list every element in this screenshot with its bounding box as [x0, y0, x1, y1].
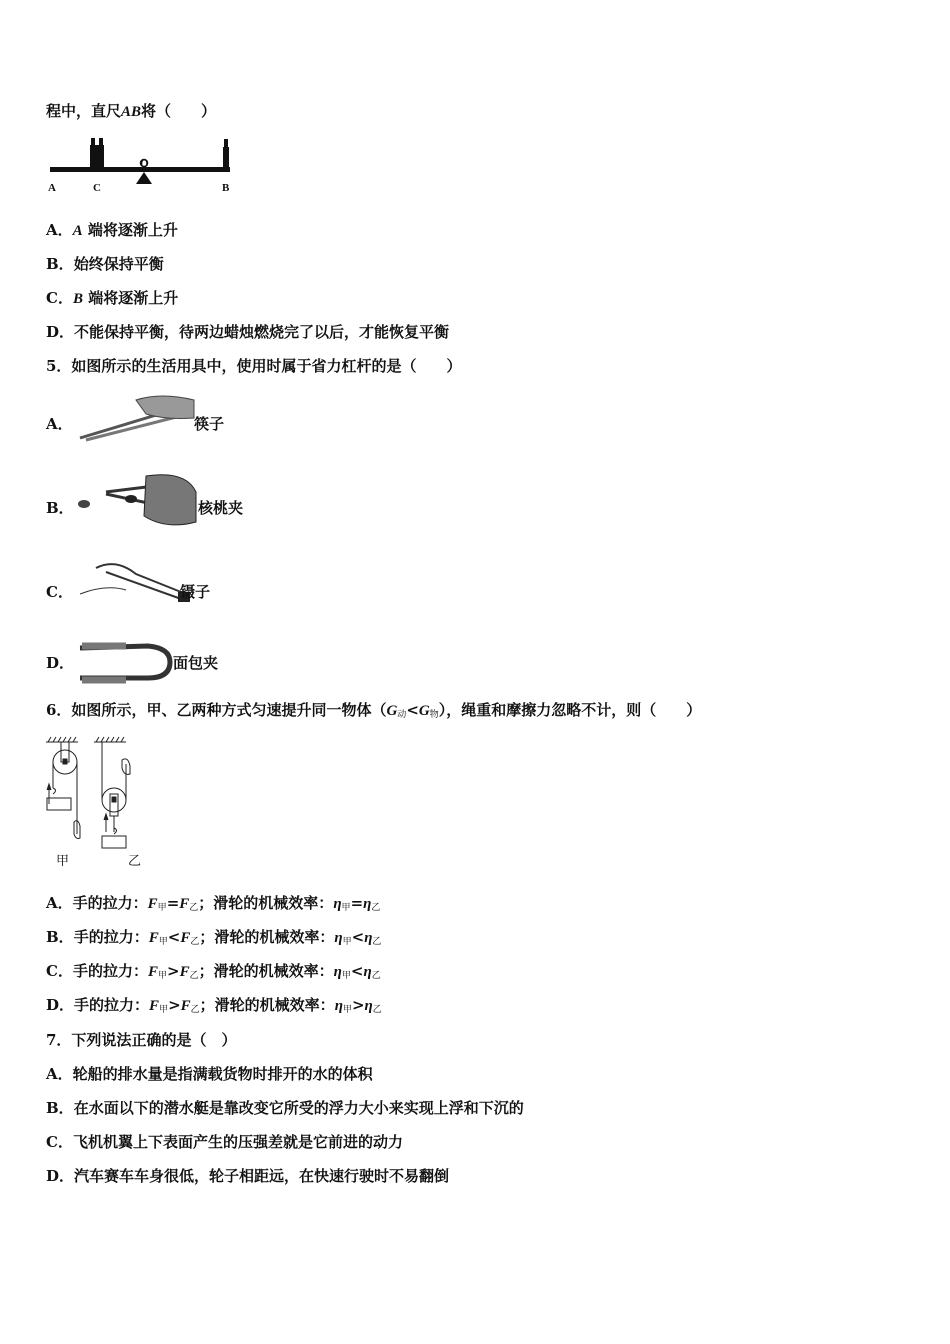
eff-label: ；滑轮的机械效率：	[199, 928, 335, 946]
relation: <	[350, 962, 364, 980]
option-letter: A．	[46, 221, 73, 239]
sub: 乙	[371, 903, 381, 913]
q4-option-c[interactable]	[46, 288, 178, 309]
force-label: 手的拉力：	[74, 996, 150, 1014]
q6-option-a[interactable]	[46, 893, 380, 918]
force-label: 手的拉力：	[72, 894, 148, 912]
q7-option-c[interactable]	[46, 1132, 403, 1152]
option-letter: A．	[46, 1065, 73, 1083]
bread-tongs-image	[76, 638, 174, 686]
q5-option-b[interactable]	[46, 498, 74, 518]
q6-option-d[interactable]	[46, 995, 382, 1020]
sub: 甲	[158, 937, 168, 947]
q7-option-b[interactable]	[46, 1098, 524, 1118]
label-jia: 甲	[56, 854, 70, 869]
option-text: 不能保持平衡，待两边蜡烛燃烧完了以后，才能恢复平衡	[74, 323, 450, 341]
option-text: 端将逐渐上升	[88, 289, 179, 307]
eff-label: ；滑轮的机械效率：	[198, 962, 334, 980]
option-letter: A．	[46, 415, 73, 433]
f-symbol: F	[147, 964, 158, 980]
option-letter: C．	[46, 289, 73, 307]
sub: 乙	[371, 971, 381, 981]
sub: 甲	[341, 903, 351, 913]
label-yi: 乙	[128, 854, 142, 869]
eta-symbol: η	[363, 896, 372, 912]
option-text: 始终保持平衡	[73, 255, 164, 273]
f-symbol: F	[148, 930, 159, 946]
eta-symbol: η	[364, 998, 373, 1014]
f-symbol: F	[180, 930, 191, 946]
tweezers-image	[76, 554, 194, 608]
label-o: O	[140, 158, 149, 170]
eta-symbol: η	[334, 930, 343, 946]
q5-option-a[interactable]	[46, 414, 73, 434]
force-label: 手的拉力：	[73, 928, 149, 946]
option-letter: B．	[46, 499, 74, 517]
q4-stem-text: 程中，直尺	[46, 102, 122, 120]
q6-option-c[interactable]	[46, 961, 381, 986]
q4-stem	[46, 101, 216, 122]
g-symbol: G	[418, 703, 430, 719]
f-symbol: F	[147, 896, 158, 912]
q7-option-d[interactable]	[46, 1166, 449, 1186]
option-text: 汽车赛车车身很低，轮子相距远，在快速行驶时不易翻倒	[74, 1167, 450, 1185]
q4-option-b[interactable]	[46, 254, 164, 274]
sub: 乙	[190, 937, 200, 947]
q7-stem: 7．下列说法正确的是（ ）	[46, 1031, 237, 1049]
eta-symbol: η	[334, 998, 343, 1014]
option-letter: B．	[46, 1099, 74, 1117]
eta-symbol: η	[333, 964, 342, 980]
eff-label: ；滑轮的机械效率：	[198, 894, 334, 912]
f-symbol: F	[179, 964, 190, 980]
option-text: 轮船的排水量是指满载货物时排开的水的体积	[72, 1065, 373, 1083]
relation: >	[351, 996, 365, 1014]
caption-bread-tongs: 面包夹	[173, 654, 219, 672]
option-letter: C．	[46, 962, 73, 980]
option-letter: B．	[46, 255, 74, 273]
q4-option-d[interactable]	[46, 322, 449, 342]
sub: 乙	[190, 1005, 200, 1015]
sub: 甲	[342, 937, 352, 947]
sub: 乙	[189, 903, 199, 913]
sub: 甲	[157, 971, 167, 981]
sub: 乙	[372, 1005, 382, 1015]
q4-stem-text-post: 将（ ）	[141, 102, 217, 120]
q5-option-c[interactable]	[46, 582, 73, 602]
relation: <	[351, 928, 365, 946]
relation: =	[350, 894, 364, 912]
label-a: A	[48, 182, 56, 194]
option-letter: C．	[46, 1133, 73, 1151]
chopsticks-image	[76, 392, 196, 444]
stem-text: ），绳重和摩擦力忽略不计，则（ ）	[438, 701, 702, 719]
label-c: C	[93, 182, 101, 194]
sub: 甲	[341, 971, 351, 981]
label-b: B	[222, 182, 230, 194]
option-letter: D．	[46, 1167, 75, 1185]
q7-option-a[interactable]	[46, 1064, 373, 1084]
g-symbol: G	[386, 703, 398, 719]
option-letter: B．	[46, 928, 74, 946]
lt-sign: <	[406, 701, 419, 719]
option-letter: A．	[46, 894, 73, 912]
relation: =	[166, 894, 180, 912]
caption-tweezers: 镊子	[180, 583, 211, 601]
eff-label: ；滑轮的机械效率：	[199, 996, 335, 1014]
sub: 乙	[189, 971, 199, 981]
g-sub: 物	[429, 710, 439, 720]
eta-symbol: η	[364, 930, 373, 946]
option-letter: D．	[46, 996, 75, 1014]
f-symbol: F	[179, 896, 190, 912]
caption-nutcracker: 核桃夹	[198, 499, 244, 517]
q6-option-b[interactable]	[46, 927, 381, 952]
stem-text: 6．如图所示，甲、乙两种方式匀速提升同一物体（	[46, 701, 387, 719]
option-var: B	[72, 291, 83, 307]
q5-stem: 5．如图所示的生活用具中，使用时属于省力杠杆的是（ ）	[46, 357, 462, 375]
q4-stem-var: AB	[121, 104, 142, 120]
q6-stem	[46, 700, 701, 725]
relation: <	[167, 928, 181, 946]
option-letter: C．	[46, 583, 73, 601]
option-letter: D．	[46, 654, 75, 672]
relation: >	[167, 962, 180, 980]
sub: 乙	[372, 937, 382, 947]
caption-chopsticks: 筷子	[194, 415, 225, 433]
sub: 甲	[342, 1005, 352, 1015]
q4-option-a[interactable]	[46, 220, 178, 241]
sub: 甲	[157, 903, 167, 913]
f-symbol: F	[149, 998, 160, 1014]
q5-option-d[interactable]	[46, 653, 74, 673]
option-text: 在水面以下的潜水艇是靠改变它所受的浮力大小来实现上浮和下沉的	[73, 1099, 524, 1117]
eta-symbol: η	[363, 964, 372, 980]
f-symbol: F	[180, 998, 191, 1014]
option-text: 端将逐渐上升	[87, 221, 178, 239]
nutcracker-image	[76, 472, 198, 530]
force-label: 手的拉力：	[72, 962, 148, 980]
option-var: A	[72, 223, 83, 239]
option-letter: D．	[46, 323, 75, 341]
pulley-figure	[44, 734, 174, 852]
sub: 甲	[159, 1005, 169, 1015]
relation: >	[168, 996, 181, 1014]
g-sub: 动	[397, 710, 407, 720]
option-text: 飞机机翼上下表面产生的压强差就是它前进的动力	[72, 1133, 403, 1151]
eta-symbol: η	[333, 896, 342, 912]
